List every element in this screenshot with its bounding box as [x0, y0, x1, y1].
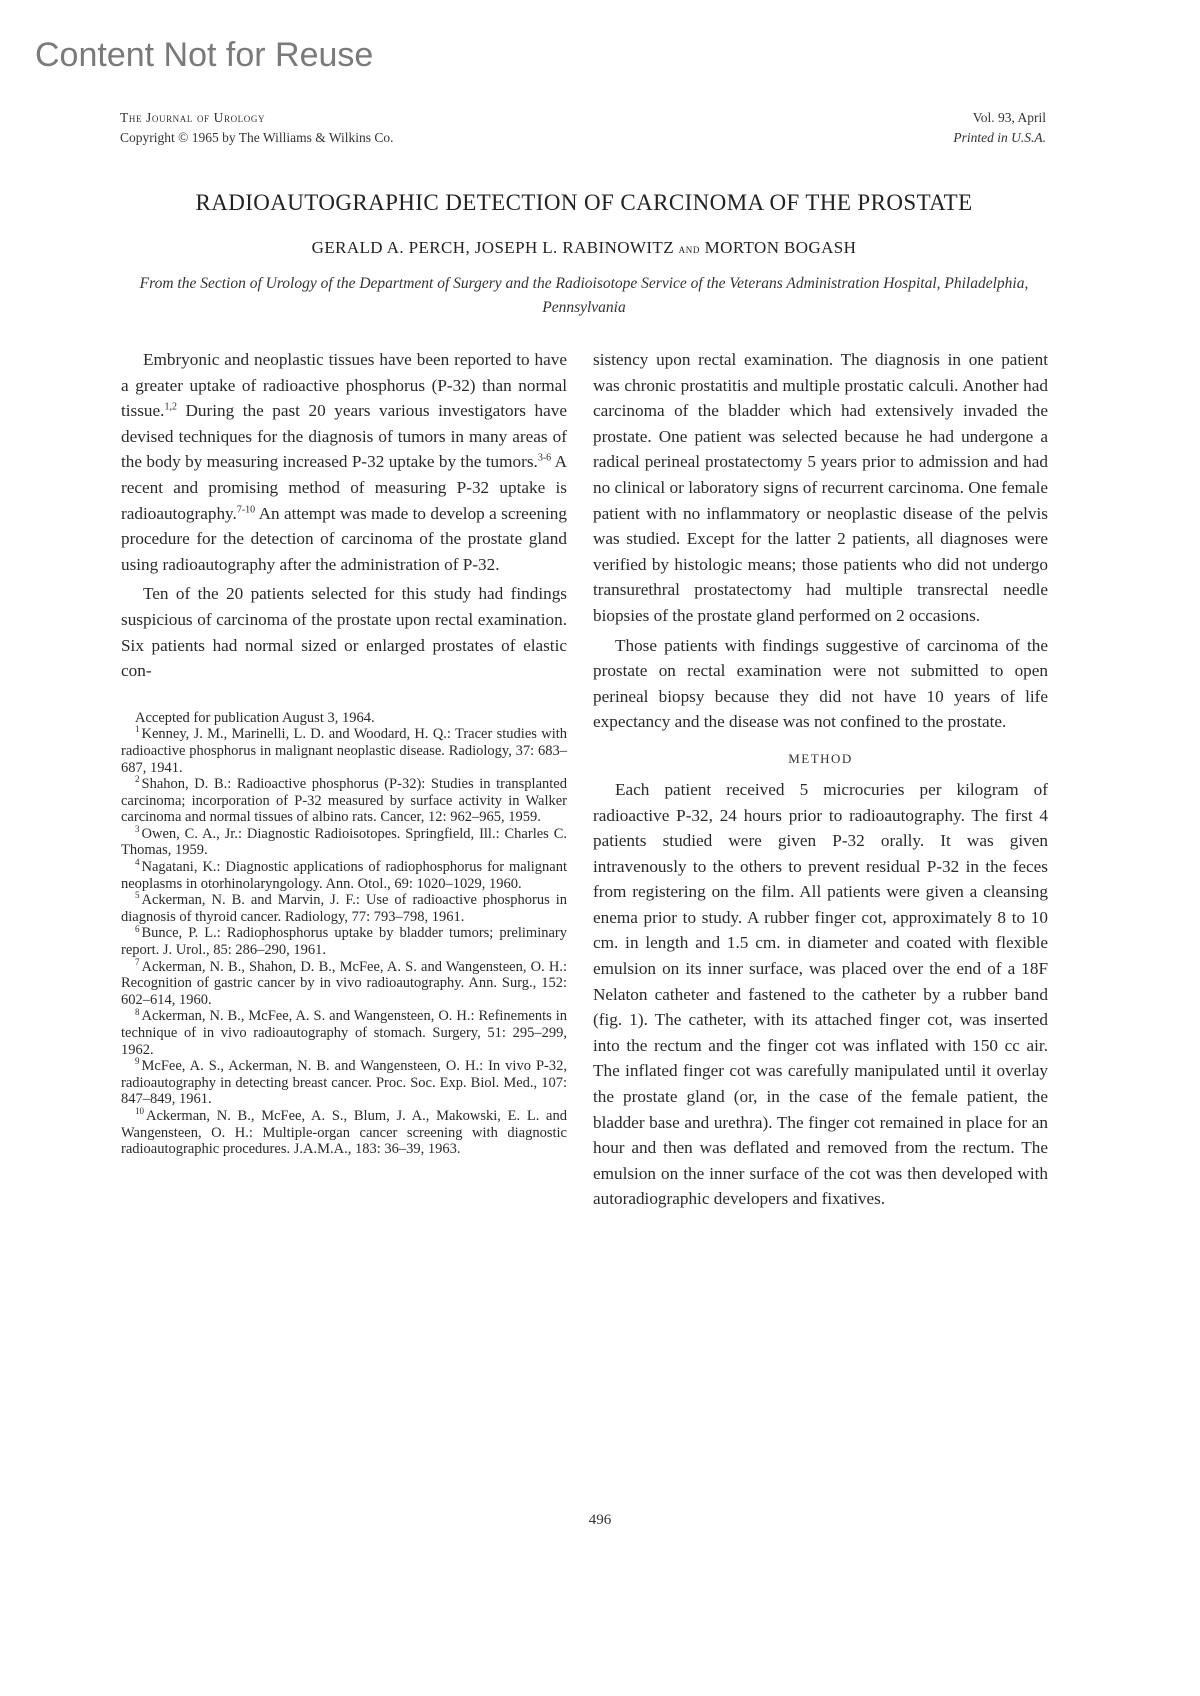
- paragraph-method: Each patient received 5 microcuries per kilogram of radioactive P-32, 24 hours prior to radioautography. The first 4 patients studied were given P-32 orally. It was given intravenously to the others to prevent residual P-32 in the feces from registering on the film. All patients were given a cleansing enema prior to study. A rubber finger cot, approximately 8 to 10 cm. in length and 1.5 cm. in diameter and coated with flexible emulsion on its inner surface, was placed over the end of a 18F Nelaton catheter and fastened to the catheter by a rubber band (fig. 1). The catheter, with its attached finger cot, was inserted into the rectum and the finger cot was inflated with 150 cc air. The inflated finger cot was carefully manipulated until it overlay the prostate gland (or, in the case of the female patient, the bladder base and urethra). The finger cot remained in place for an hour and then was deflated and removed from the rectum. The emulsion on the inner surface of the cot was then developed with autoradiographic developers and fixatives.: [593, 779, 1048, 1209]
- footnote: [121, 892, 567, 925]
- text: A recent and promising method of measuring P-32 uptake is radioautography.: [121, 452, 567, 523]
- citation: 1,2: [164, 401, 177, 413]
- footnote-text: Accepted for publication August 3, 1964.: [135, 709, 375, 726]
- footnote-text: Ackerman, N. B. and Marvin, J. F.: Use of radioactive phosphorus in diagnosis of thyroid cancer. Radiology, 77: 793–798, 1961.: [121, 892, 567, 925]
- right-column: [593, 347, 1048, 1212]
- footnote-text: Ackerman, N. B., McFee, A. S. and Wangensteen, O. H.: Refinements in technique of in vivo radioautography of stomach. Surgery, 51: 295–299, 1962.: [121, 1008, 567, 1058]
- footnote: [121, 826, 567, 859]
- copyright-line: Copyright © 1965 by The Williams & Wilkins Co.: [120, 130, 394, 145]
- footnote-text: Owen, C. A., Jr.: Diagnostic Radioisotopes. Springfield, Ill.: Charles C. Thomas, 1959.: [121, 825, 567, 859]
- footnote: [121, 925, 567, 958]
- author-list: [120, 238, 1048, 258]
- footnote-text: Ackerman, N. B., McFee, A. S., Blum, J. A., Makowski, E. L. and Wangensteen, O. H.: Multiple-organ cancer screening with diagnostic radioautographic procedures. J.A.M.A., 183: 36–39, 1963.: [121, 1107, 567, 1158]
- text: An attempt was made to develop a screening procedure for the detection of carcinoma of the prostate gland using radioautography after the administration of P-32.: [121, 503, 567, 574]
- paragraph-biopsy: Those patients with findings suggestive of carcinoma of the prostate on rectal examination were not submitted to open perineal biopsy because they did not have 10 years of life expectancy and the disease was not confined to the prostate.: [593, 635, 1048, 732]
- text: Embryonic and neoplastic tissues have been reported to have a greater uptake of radioactive phosphorus (P-32) than normal tissue.: [121, 350, 567, 421]
- footnote-number: 1: [135, 724, 140, 735]
- text: During the past 20 years various investigators have devised techniques for the diagnosis of tumors in many areas of the body by measuring increased P-32 uptake by the tumors.: [121, 401, 567, 472]
- footnote-number: 7: [135, 956, 140, 967]
- printed-line: Printed in U.S.A.: [953, 130, 1046, 145]
- footnote-text: Nagatani, K.: Diagnostic applications of radiophosphorus for malignant neoplasms in otorhinolaryngology. Ann. Otol., 69: 1020–1029, 1960.: [121, 859, 567, 892]
- journal-name: The Journal of Urology: [120, 110, 266, 125]
- footnote-number: 10: [135, 1106, 144, 1117]
- footnote-number: 3: [135, 824, 140, 835]
- authors-last: MORTON BOGASH: [704, 238, 857, 257]
- footnote-number: 8: [135, 1006, 140, 1017]
- issue-header: [953, 108, 1046, 148]
- footnote-number: 5: [135, 890, 140, 901]
- footnote-text: Bunce, P. L.: Radiophosphorus uptake by bladder tumors; preliminary report. J. Urol., 85: 286–290, 1961.: [121, 925, 567, 959]
- footnote: [121, 776, 567, 826]
- affiliation: From the Section of Urology of the Department of Surgery and the Radioisotope Service of the Veterans Administration Hospital, Philadelphia, Pennsylvania: [139, 275, 1029, 316]
- footnote: [121, 726, 567, 776]
- paragraph-patients-part2: sistency upon rectal examination. The diagnosis in one patient was chronic prostatitis and multiple prostatic calculi. Another had carcinoma of the bladder which had extensively invaded the prostate. One patient was selected because he had undergone a radical perineal prostatectomy 5 years prior to admission and had no clinical or laboratory signs of recurrent carcinoma. One female patient with no inflammatory or neoplastic disease of the pelvis was studied. Except for the latter 2 patients, all diagnoses were verified by histologic means; those patients who did not undergo transurethral prostatectomy had multiple transrectal needle biopsies of the prostate gland performed on 2 occasions.: [593, 350, 1048, 625]
- authors-first: GERALD A. PERCH, JOSEPH L. RABINOWITZ: [311, 238, 675, 257]
- section-heading-method: METHOD: [788, 750, 853, 766]
- footnote: [121, 1008, 567, 1058]
- left-column: [121, 347, 567, 1158]
- footnote: [121, 1058, 567, 1108]
- paragraph-intro: [121, 347, 567, 577]
- footnote-number: 6: [135, 923, 140, 934]
- footnote-number: 9: [135, 1056, 140, 1067]
- page-number: 496: [588, 1512, 612, 1528]
- citation: 7-10: [236, 503, 256, 515]
- footnote: [121, 859, 567, 892]
- footnote-number: 4: [135, 857, 140, 868]
- footnote: [121, 1108, 567, 1158]
- footnote: [121, 956, 567, 1009]
- footnotes: [121, 710, 567, 1158]
- footnote-number: 2: [135, 774, 140, 785]
- footnote-accepted: [121, 710, 567, 727]
- authors-conjunction: and: [678, 241, 700, 256]
- paragraph-patients-part1: Ten of the 20 patients selected for this study had findings suspicious of carcinoma of the prostate upon rectal examination. Six patients had normal sized or enlarged prostates of elastic con-: [121, 584, 567, 681]
- volume-line: Vol. 93, April: [972, 110, 1046, 125]
- watermark: Content Not for Reuse: [35, 36, 374, 74]
- citation: 3-6: [537, 452, 552, 464]
- footnote-text: McFee, A. S., Ackerman, N. B. and Wangensteen, O. H.: In vivo P-32, radioautography in detecting breast cancer. Proc. Soc. Exp. Biol. Med., 107: 847–849, 1961.: [121, 1058, 567, 1108]
- footnote-text: Kenney, J. M., Marinelli, L. D. and Woodard, H. Q.: Tracer studies with radioactive phosphorus in malignant neoplastic disease. Radiology, 37: 683–687, 1941.: [121, 726, 567, 776]
- journal-header: [120, 108, 394, 148]
- footnote-text: Shahon, D. B.: Radioactive phosphorus (P-32): Studies in transplanted carcinoma; incorporation of P-32 measured by surface activity in Walker carcinoma and normal tissues of albino rats. Cancer, 12: 962–965, 1959.: [121, 776, 567, 826]
- article-title: RADIOAUTOGRAPHIC DETECTION OF CARCINOMA OF THE PROSTATE: [195, 190, 973, 215]
- footnote-text: Ackerman, N. B., Shahon, D. B., McFee, A. S. and Wangensteen, O. H.: Recognition of gastric cancer by in vivo radioautography. Ann. Surg., 152: 602–614, 1960.: [121, 958, 567, 1008]
